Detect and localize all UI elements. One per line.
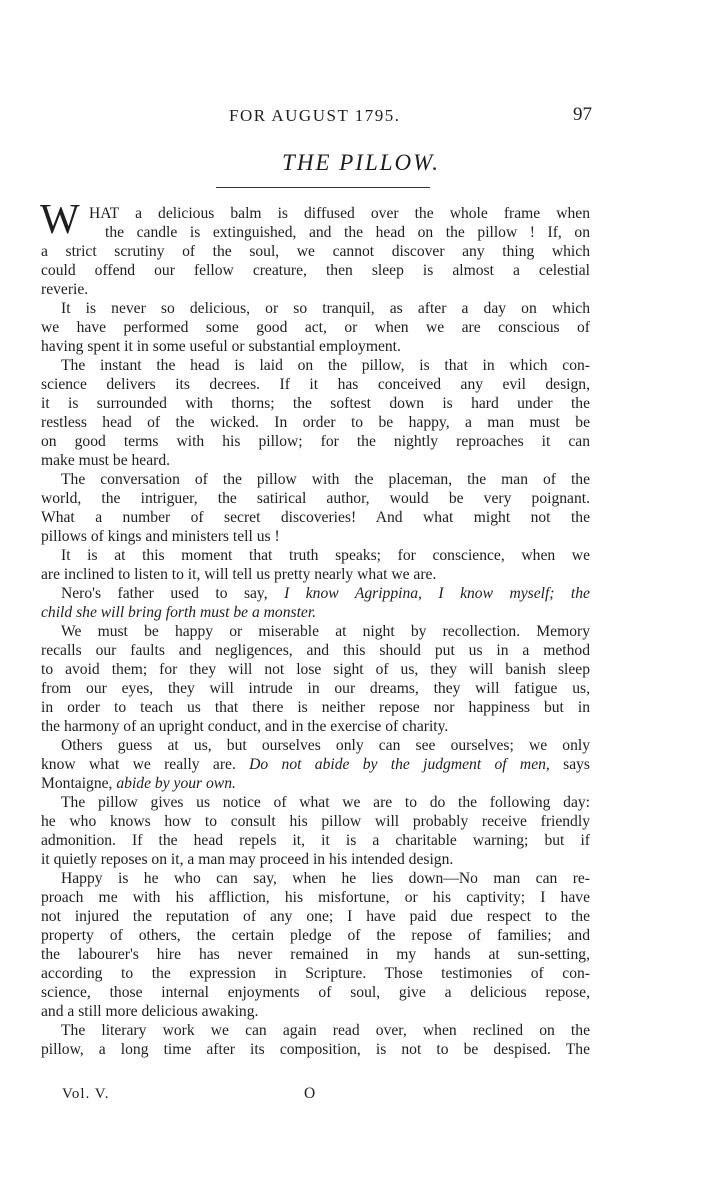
text-line: the candle is extinguished, and the head on the pillow ! If, on bbox=[105, 224, 590, 241]
text-line: not injured the reputation of any one; I have paid due respect to the bbox=[41, 908, 590, 925]
text-line: world, the intriguer, the satirical author, would be very poignant. bbox=[41, 490, 590, 507]
text-line: property of others, the certain pledge of the repose of families; and bbox=[41, 927, 590, 944]
text-line: from our eyes, they will intrude in our dreams, they will fatigue us, bbox=[41, 680, 590, 697]
text-line: Happy is he who can say, when he lies down—No man can re- bbox=[61, 870, 590, 887]
text-line: having spent it in some useful or substantial employment. bbox=[41, 338, 401, 355]
title-rule bbox=[216, 187, 430, 188]
text-line-know bbox=[41, 755, 590, 774]
text-line: The conversation of the pillow with the placeman, the man of the bbox=[61, 471, 590, 488]
text-line: pillows of kings and ministers tell us ! bbox=[41, 528, 280, 545]
know-quote: Do not abide by the judgment of men, bbox=[249, 756, 550, 773]
text-line: What a number of secret discoveries! And what might not the bbox=[41, 509, 590, 526]
page-number: 97 bbox=[573, 104, 592, 125]
text-line: admonition. If the head repels it, it is a charitable warning; but if bbox=[41, 832, 590, 849]
text-line-montaigne bbox=[41, 774, 590, 793]
montaigne-plain: Montaigne, bbox=[41, 775, 117, 792]
text-line: according to the expression in Scripture. Those testimonies of con- bbox=[41, 965, 590, 982]
montaigne-quote: abide by your own. bbox=[116, 775, 236, 792]
text-line: science delivers its decrees. If it has conceived any evil design, bbox=[41, 376, 590, 393]
know-says: says bbox=[549, 756, 590, 773]
text-line: The instant the head is laid on the pillow, is that in which con- bbox=[61, 357, 590, 374]
text-line: HAT a delicious balm is diffused over the whole frame when bbox=[89, 205, 590, 222]
nero-plain: Nero's father used to say, bbox=[61, 585, 285, 602]
text-line: a strict scrutiny of the soul, we cannot discover any thing which bbox=[41, 243, 590, 260]
running-head: FOR AUGUST 1795. bbox=[229, 106, 401, 125]
text-line: The literary work we can again read over, when reclined on the bbox=[61, 1022, 590, 1039]
text-line: on good terms with his pillow; for the nightly reproaches it can bbox=[41, 433, 590, 450]
article-title: THE PILLOW. bbox=[282, 150, 440, 175]
text-line: It is at this moment that truth speaks; for conscience, when we bbox=[61, 547, 590, 564]
text-line: proach me with his affliction, his misfortune, or his captivity; I have bbox=[41, 889, 590, 906]
text-line: it is surrounded with thorns; the softest down is hard under the bbox=[41, 395, 590, 412]
drop-cap: W bbox=[40, 197, 80, 243]
text-line: the harmony of an upright conduct, and in the exercise of charity. bbox=[41, 718, 449, 735]
text-line: The pillow gives us notice of what we are to do the following day: bbox=[61, 794, 590, 811]
text-line: pillow, a long time after its composition, is not to be despised. The bbox=[41, 1041, 590, 1058]
text-line: in order to teach us that there is neither repose nor happiness but in bbox=[41, 699, 590, 716]
text-line: It is never so delicious, or so tranquil, as after a day on which bbox=[61, 300, 590, 317]
text-line: we have performed some good act, or when we are conscious of bbox=[41, 319, 590, 336]
text-line: are inclined to listen to it, will tell us pretty nearly what we are. bbox=[41, 566, 437, 583]
text-line: recalls our faults and negligences, and this should put us in a method bbox=[41, 642, 590, 659]
text-line: could offend our fellow creature, then sleep is almost a celestial bbox=[41, 262, 590, 279]
text-line: reverie. bbox=[41, 281, 89, 298]
text-line: make must be heard. bbox=[41, 452, 171, 469]
text-line: Others guess at us, but ourselves only can see ourselves; we only bbox=[61, 737, 590, 754]
volume-signature: Vol. V. bbox=[62, 1086, 110, 1102]
text-line-nero-2: child she will bring forth must be a monster. bbox=[41, 604, 317, 621]
text-line: science, those internal enjoyments of soul, give a delicious repose, bbox=[41, 984, 590, 1001]
text-line: and a still more delicious awaking. bbox=[41, 1003, 259, 1020]
text-line: We must be happy or miserable at night by recollection. Memory bbox=[61, 623, 590, 640]
text-line: to avoid them; for they will not lose sight of us, they will banish sleep bbox=[41, 661, 590, 678]
nero-quote: I know Agrippina, I know myself; the bbox=[284, 585, 590, 602]
text-line-nero bbox=[41, 584, 590, 603]
signature-mark: O bbox=[304, 1085, 316, 1102]
know-plain: know what we really are. bbox=[41, 756, 250, 773]
text-line: restless head of the wicked. In order to be happy, a man must be bbox=[41, 414, 590, 431]
text-line: it quietly reposes on it, a man may proceed in his intended design. bbox=[41, 851, 454, 868]
text-line: the labourer's hire has never remained in my hands at sun-setting, bbox=[41, 946, 590, 963]
article-body bbox=[41, 204, 590, 1059]
text-line: he who knows how to consult his pillow will probably receive friendly bbox=[41, 813, 590, 830]
